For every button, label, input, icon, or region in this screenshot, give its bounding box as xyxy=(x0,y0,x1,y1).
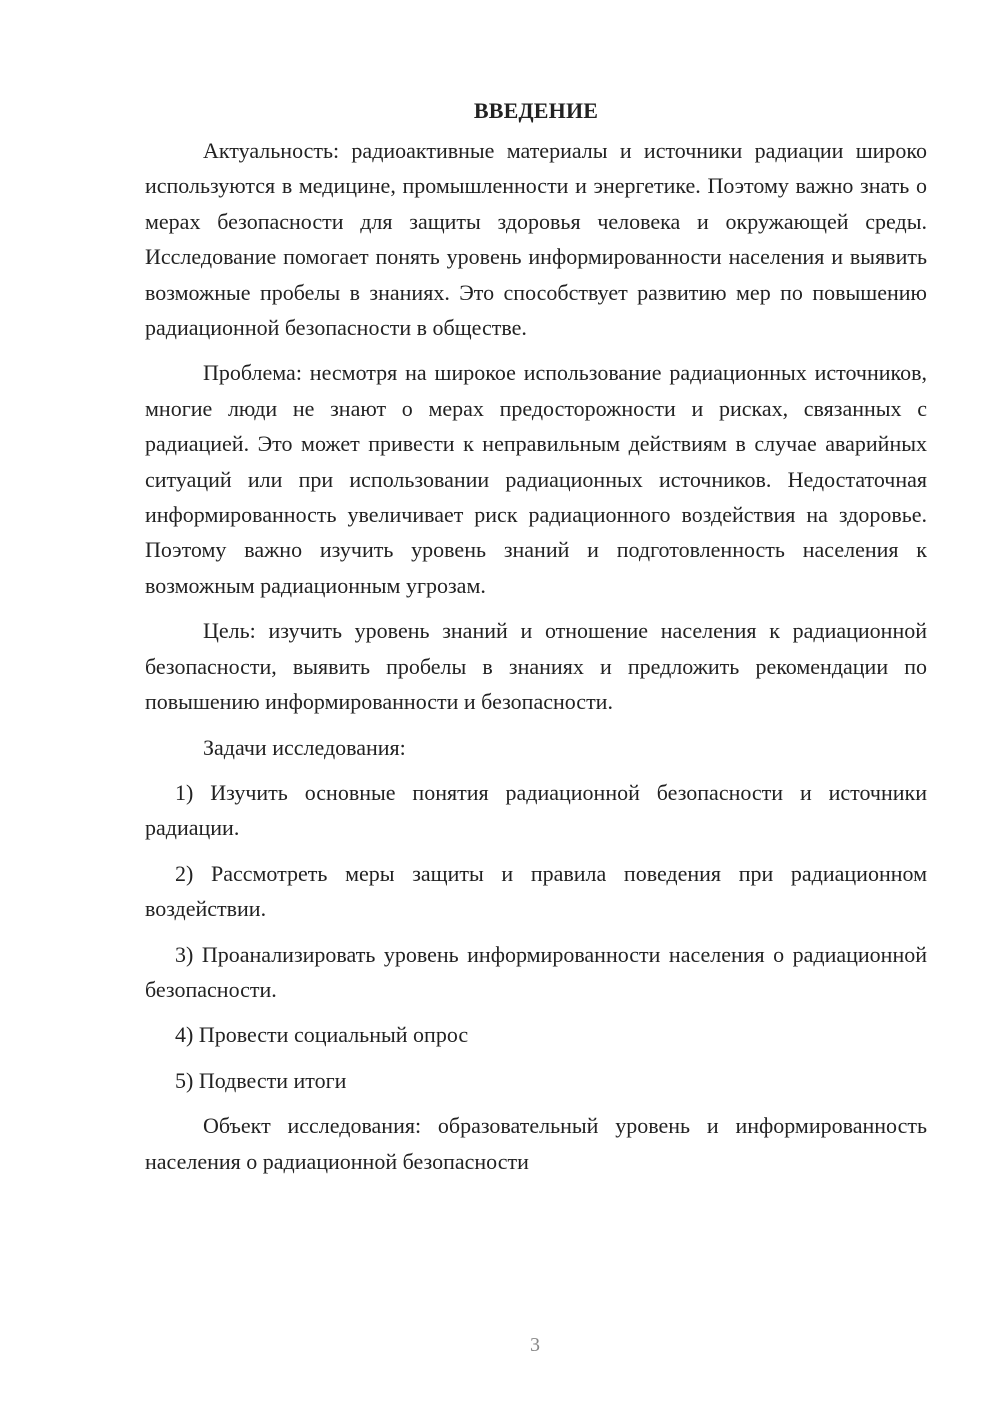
relevance-paragraph: Актуальность: радиоактивные материалы и источники радиации широко используются в медицине, промышленности и энергетике. Поэтому важно знать о мерах безопасности для защиты здоровья человека и окружающей среды. Исследование помогает понять уровень информированности населения и выявить возможные пробелы в знаниях. Это способствует развитию мер по повышению радиационной безопасности в обществе. xyxy=(145,138,927,341)
problem-paragraph: Проблема: несмотря на широкое использование радиационных источников, многие люди не знают о мерах предосторожности и рисках, связанных с радиацией. Это может привести к неправильным действиям в случае аварийных ситуаций или при использовании радиационных источников. Недостаточная информированность увеличивает риск радиационного воздействия на здоровье. Поэтому важно изучить уровень знаний и подготовленность населения к возможным радиационным угрозам. xyxy=(145,360,927,598)
tasks-heading: Задачи исследования: xyxy=(203,734,406,760)
document-page xyxy=(145,95,927,1295)
object-paragraph: Объект исследования: образовательный уровень и информированность населения о радиационной безопасности xyxy=(145,1113,927,1174)
page-title: ВВЕДЕНИЕ xyxy=(473,98,599,123)
task-item-1: 1) Изучить основные понятия радиационной безопасности и источники радиации. xyxy=(145,779,927,841)
task-item-2: 2) Рассмотреть меры защиты и правила поведения при радиационном воздействии. xyxy=(145,860,927,922)
task-item-3: 3) Проанализировать уровень информированности населения о радиационной безопасности. xyxy=(145,941,927,1002)
task-item-5: 5) Подвести итоги xyxy=(175,1067,347,1093)
goal-paragraph: Цель: изучить уровень знаний и отношение населения к радиационной безопасности, выявить пробелы в знаниях и предложить рекомендации по повышению информированности и безопасности. xyxy=(145,618,927,715)
task-item-4: 4) Провести социальный опрос xyxy=(175,1022,469,1048)
page-number: 3 xyxy=(530,1334,540,1356)
